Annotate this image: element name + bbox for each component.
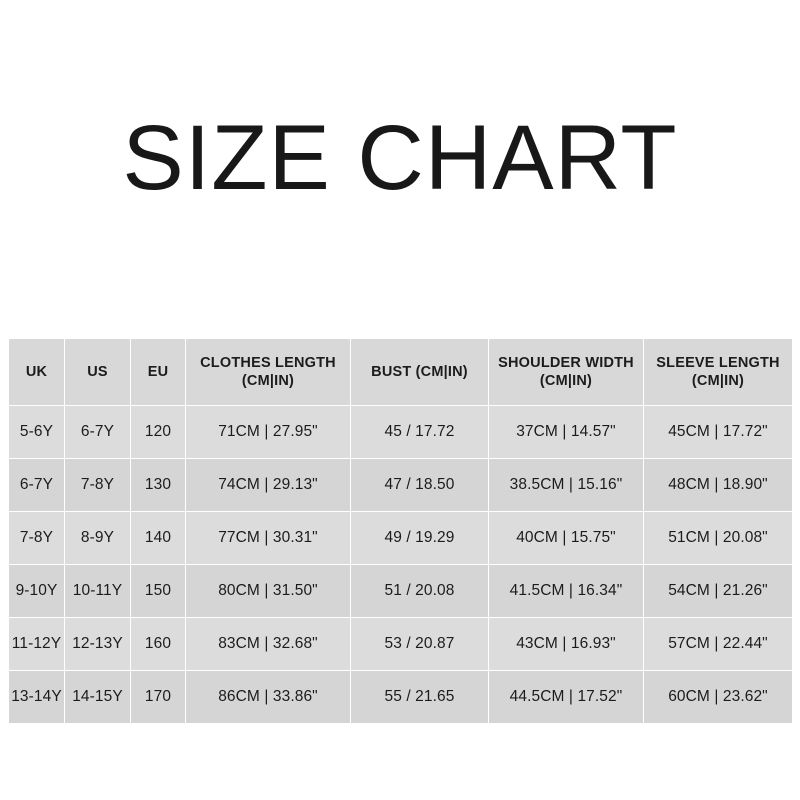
table-row — [9, 618, 793, 671]
cell-clothes-length: 80CM | 31.50" — [186, 565, 351, 618]
cell-uk: 11-12Y — [9, 618, 65, 671]
cell-shoulder-width: 38.5CM | 15.16" — [489, 459, 644, 512]
cell-uk: 9-10Y — [9, 565, 65, 618]
cell-eu: 160 — [131, 618, 186, 671]
cell-shoulder-width: 40CM | 15.75" — [489, 512, 644, 565]
table-header-row — [9, 339, 793, 406]
cell-clothes-length: 77CM | 30.31" — [186, 512, 351, 565]
cell-sleeve-length: 57CM | 22.44" — [644, 618, 793, 671]
cell-sleeve-length: 54CM | 21.26" — [644, 565, 793, 618]
cell-sleeve-length: 51CM | 20.08" — [644, 512, 793, 565]
cell-us: 12-13Y — [65, 618, 131, 671]
size-chart-table — [8, 338, 793, 724]
column-header-uk: UK — [9, 339, 65, 406]
table-row — [9, 459, 793, 512]
column-header-clothes-length: CLOTHES LENGTH (CM|IN) — [186, 339, 351, 406]
cell-eu: 150 — [131, 565, 186, 618]
cell-bust: 55 / 21.65 — [351, 671, 489, 724]
cell-clothes-length: 74CM | 29.13" — [186, 459, 351, 512]
cell-sleeve-length: 45CM | 17.72" — [644, 406, 793, 459]
cell-eu: 170 — [131, 671, 186, 724]
cell-bust: 51 / 20.08 — [351, 565, 489, 618]
cell-sleeve-length: 60CM | 23.62" — [644, 671, 793, 724]
table-row — [9, 565, 793, 618]
cell-clothes-length: 86CM | 33.86" — [186, 671, 351, 724]
cell-bust: 49 / 19.29 — [351, 512, 489, 565]
cell-us: 7-8Y — [65, 459, 131, 512]
cell-us: 6-7Y — [65, 406, 131, 459]
cell-bust: 53 / 20.87 — [351, 618, 489, 671]
column-header-sleeve-length: SLEEVE LENGTH (CM|IN) — [644, 339, 793, 406]
column-header-eu: EU — [131, 339, 186, 406]
page-title: SIZE CHART — [122, 107, 678, 209]
cell-eu: 130 — [131, 459, 186, 512]
table-row — [9, 512, 793, 565]
cell-shoulder-width: 37CM | 14.57" — [489, 406, 644, 459]
cell-us: 10-11Y — [65, 565, 131, 618]
cell-clothes-length: 71CM | 27.95" — [186, 406, 351, 459]
table-header — [9, 339, 793, 406]
cell-bust: 45 / 17.72 — [351, 406, 489, 459]
cell-shoulder-width: 43CM | 16.93" — [489, 618, 644, 671]
table-row — [9, 671, 793, 724]
cell-clothes-length: 83CM | 32.68" — [186, 618, 351, 671]
cell-us: 8-9Y — [65, 512, 131, 565]
table-row — [9, 406, 793, 459]
cell-eu: 140 — [131, 512, 186, 565]
cell-uk: 6-7Y — [9, 459, 65, 512]
cell-shoulder-width: 44.5CM | 17.52" — [489, 671, 644, 724]
cell-shoulder-width: 41.5CM | 16.34" — [489, 565, 644, 618]
cell-eu: 120 — [131, 406, 186, 459]
column-header-shoulder-width: SHOULDER WIDTH (CM|IN) — [489, 339, 644, 406]
cell-sleeve-length: 48CM | 18.90" — [644, 459, 793, 512]
size-chart-table-container — [8, 338, 792, 724]
cell-uk: 13-14Y — [9, 671, 65, 724]
cell-us: 14-15Y — [65, 671, 131, 724]
column-header-us: US — [65, 339, 131, 406]
cell-uk: 5-6Y — [9, 406, 65, 459]
cell-bust: 47 / 18.50 — [351, 459, 489, 512]
column-header-bust: BUST (CM|IN) — [351, 339, 489, 406]
table-body — [9, 406, 793, 724]
cell-uk: 7-8Y — [9, 512, 65, 565]
